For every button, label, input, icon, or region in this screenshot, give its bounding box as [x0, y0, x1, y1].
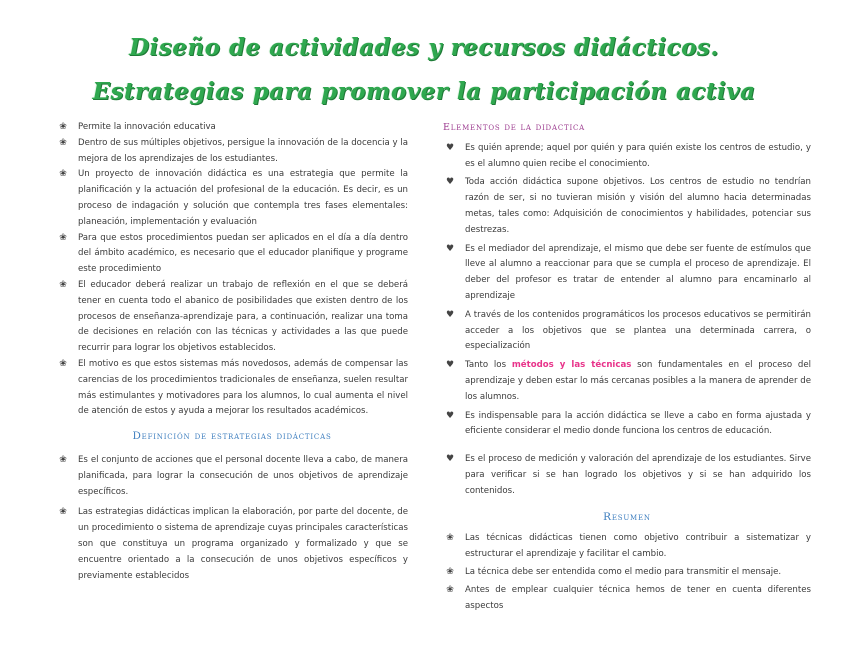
heart-bullet-icon: ♥: [445, 309, 455, 320]
heart-bullet-icon: ♥: [445, 410, 455, 421]
elements-heading: Elementos de la didactica: [443, 122, 586, 133]
heart-bullet-icon: ♥: [445, 243, 455, 254]
list-item: ❀ Un proyecto de innovación didáctica es una estrategia que permite la planificación y la actuación del profesional de la educación. Es decir, es un proceso de indagación y solución que contempla tres fases elementales: planeación, implementación y evaluación: [56, 167, 408, 230]
flower-bullet-icon: ❀: [59, 122, 67, 132]
list-item: ❀ Antes de emplear cualquier técnica hemos de tener en cuenta diferentes aspectos: [443, 583, 811, 615]
right-column: [443, 120, 811, 614]
list-item: ❀ Las estrategias didácticas implican la elaboración, por parte del docente, de un procedimiento o sistema de aprendizaje cuyas principales características son que constituya un programa organizado y formalizado y que se encuentre orientado a la consecución de unos objetivos específicos y previamente establecidos: [56, 505, 408, 584]
page-title-line2: Estrategias para promover la participación activa: [92, 78, 756, 105]
page-title-line1: Diseño de actividades y recursos didácticos.: [129, 34, 719, 61]
heart-bullet-icon: ♥: [445, 454, 455, 465]
list-item: ♥ Toda acción didáctica supone objetivos. Los centros de estudio no tendrían razón de ser, si no tuvieran misión y visión del alumno hacia determinadas metas, tales como: Adquisición de conocimientos y habilidades, potenciar sus destrezas.: [443, 175, 811, 238]
flower-bullet-icon: ❀: [59, 358, 67, 369]
flower-bullet-icon: ❀: [59, 169, 67, 180]
flower-bullet-icon: ❀: [59, 232, 67, 243]
flower-bullet-icon: ❀: [446, 533, 454, 544]
intro-list: [56, 120, 408, 420]
list-item: ❀ El motivo es que estos sistemas más novedosos, además de compensar las carencias de los procedimientos tradicionales de enseñanza, suelen resultar más estimulantes y motivadores para los alumnos, lo cual aumenta el nivel de atención de estos y ayuda a mejorar los resultados académicos.: [56, 357, 408, 420]
list-item: ❀ Es el conjunto de acciones que el personal docente lleva a cabo, de manera planificada, para lograr la consecución de unos objetivos de aprendizaje específicos.: [56, 453, 408, 500]
summary-heading: Resumen: [603, 510, 651, 523]
left-column: [56, 120, 408, 584]
elements-list: [443, 141, 811, 500]
list-item: ♥ Tanto los métodos y las técnicas son fundamentales en el proceso del aprendizaje y deben estar lo más cercanas posibles a la manera de aprender de los alumnos.: [443, 358, 811, 405]
summary-list: [443, 531, 811, 614]
highlight-text: métodos y las técnicas: [511, 360, 632, 371]
list-item: ❀ Permite la innovación educativa: [56, 120, 408, 136]
list-item: ❀ Para que estos procedimientos puedan ser aplicados en el día a día dentro del ámbito académico, es necesario que el educador planifique y programe este procedimiento: [56, 231, 408, 278]
flower-bullet-icon: ❀: [59, 507, 67, 518]
list-item: ♥ A través de los contenidos programáticos los procesos educativos se permitirán acceder a los objetivos que se plantea una determinada carrera, o especialización: [443, 308, 811, 355]
list-item: ❀ Dentro de sus múltiples objetivos, persigue la innovación de la docencia y la mejora de los aprendizajes de los estudiantes.: [56, 136, 408, 168]
definition-heading: Definición de estrategias didácticas: [132, 430, 332, 443]
heart-bullet-icon: ♥: [445, 177, 455, 188]
list-item: ❀ La técnica debe ser entendida como el medio para transmitir el mensaje.: [443, 565, 811, 581]
flower-bullet-icon: ❀: [59, 454, 67, 465]
heart-bullet-icon: ♥: [445, 142, 455, 153]
flower-bullet-icon: ❀: [446, 566, 454, 577]
heart-bullet-icon: ♥: [445, 360, 455, 371]
list-item: ❀ Las técnicas didácticas tienen como objetivo contribuir a sistematizar y estructurar el aprendizaje y facilitar el cambio.: [443, 531, 811, 563]
flower-bullet-icon: ❀: [59, 279, 67, 290]
flower-bullet-icon: ❀: [446, 584, 454, 595]
list-item: ❀ El educador deberá realizar un trabajo de reflexión en el que se deberá tener en cuenta todo el abanico de posibilidades que existen dentro de los procesos de enseñanza-aprendizaje para, a continuación, realizar una toma de decisiones en relación con las técnicas y actividades a las que puede recurrir para lograr los objetivos establecidos.: [56, 278, 408, 357]
list-item: ♥ Es el mediador del aprendizaje, el mismo que debe ser fuente de estímulos que lleve al alumno a reaccionar para que se cumpla el proceso de aprendizaje. El deber del profesor es tratar de entender al alumno para encaminarlo al aprendizaje: [443, 242, 811, 305]
list-item: ♥ Es el proceso de medición y valoración del aprendizaje de los estudiantes. Sirve para verificar si se han logrado los objetivos y si se han adquirido los contenidos.: [443, 452, 811, 499]
list-item: ♥ Es indispensable para la acción didáctica se lleve a cabo en forma ajustada y eficiente considerar el medio donde funciona los centros de educación.: [443, 409, 811, 441]
list-item: ♥ Es quién aprende; aquel por quién y para quién existe los centros de estudio, y es el alumno quien recibe el conocimiento.: [443, 141, 811, 173]
definition-list: [56, 453, 408, 584]
flower-bullet-icon: ❀: [59, 137, 67, 148]
